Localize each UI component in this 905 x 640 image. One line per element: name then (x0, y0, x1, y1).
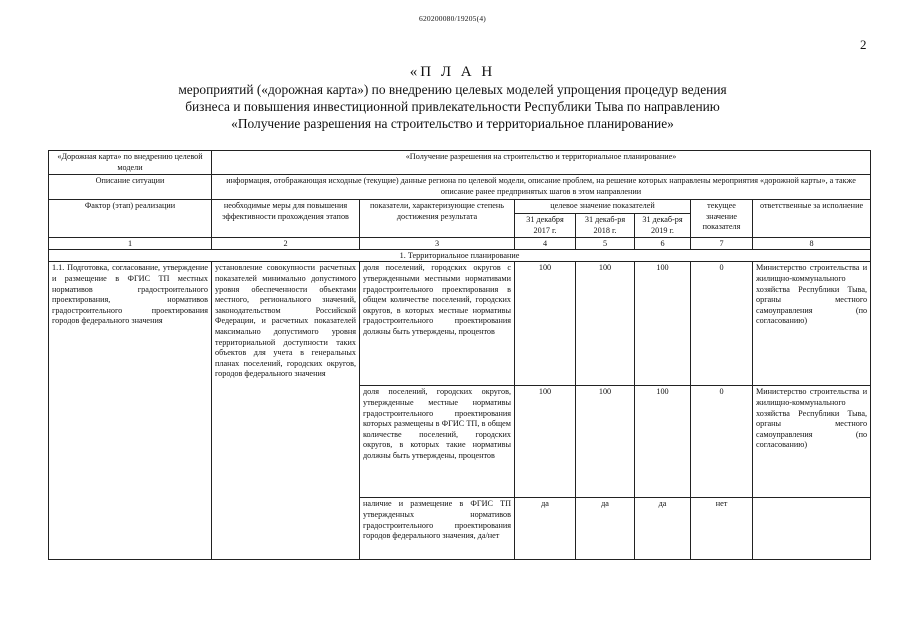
value-2017: да (515, 498, 576, 560)
subtitle-line: бизнеса и повышения инвестиционной привлекательности Республики Тыва по направлению (185, 99, 720, 114)
subtitle-line: мероприятий («дорожная карта») по внедрению целевых моделей упрощения процедур ведения (178, 82, 727, 97)
document-id: 620200080/19205(4) (419, 14, 486, 23)
column-number: 5 (576, 238, 635, 250)
situation-label-cell: Описание ситуации (49, 175, 212, 200)
plan-title: «П Л А Н (409, 64, 496, 80)
column-number: 2 (212, 238, 360, 250)
value-2019: 100 (635, 262, 691, 386)
page-number: 2 (860, 37, 867, 52)
header-responsible: ответственные за исполнение (753, 200, 871, 238)
value-2018: 100 (576, 262, 635, 386)
value-2019: да (635, 498, 691, 560)
table-header-row (49, 200, 871, 214)
column-number: 6 (635, 238, 691, 250)
header-factor: Фактор (этап) реализации (49, 200, 212, 238)
roadmap-table (48, 150, 871, 560)
value-2017: 100 (515, 386, 576, 498)
column-number: 7 (691, 238, 753, 250)
header-date-2017: 31 декабря 2017 г. (515, 214, 576, 238)
section-row (49, 250, 871, 262)
column-number: 1 (49, 238, 212, 250)
indicator-text: доля поселений, городских округов с утвержденными местными нормативами градостроительного проектирования в общем количестве поселений, городских округов, в которых местные нормативы градостроительного проектирования должны быть утверждены, процентов (360, 262, 515, 386)
header-date-2018: 31 декаб-ря 2018 г. (576, 214, 635, 238)
subtitle-line: «Получение разрешения на строительство и территориальное планирование» (231, 116, 674, 131)
column-number: 4 (515, 238, 576, 250)
value-current: 0 (691, 262, 753, 386)
header-indicators: показатели, характеризующие степень достижения результата (360, 200, 515, 238)
roadmap-value-cell: «Получение разрешения на строительство и территориальное планирование» (212, 151, 871, 175)
value-2019: 100 (635, 386, 691, 498)
situation-value-cell: информация, отображающая исходные (текущие) данные региона по целевой модели, описание проблем, на решение которых направлены мероприятия «дорожной карты», а также описание ранее предпринятых шагов в этом направлении (212, 175, 871, 200)
value-2018: да (576, 498, 635, 560)
indicator-text: наличие и размещение в ФГИС ТП утвержденных нормативов градостроительного проектирования городов федерального значения, да/нет (360, 498, 515, 560)
value-current: нет (691, 498, 753, 560)
factor-cell: 1.1. Подготовка, согласование, утверждение и размещение в ФГИС ТП местных нормативов градостроительного проектирования, нормативов градостроительного проектирования городов федерального значения (49, 262, 212, 560)
column-number: 8 (753, 238, 871, 250)
responsible-cell: Министерство строительства и жилищно-коммунального хозяйства Республики Тыва, органы местного самоуправления (по согласованию) (753, 386, 871, 498)
plan-subtitle (90, 81, 815, 132)
table-row (49, 262, 871, 386)
header-measures: необходимые меры для повышения эффективности прохождения этапов (212, 200, 360, 238)
value-2017: 100 (515, 262, 576, 386)
value-2018: 100 (576, 386, 635, 498)
column-number: 3 (360, 238, 515, 250)
indicator-text: доля поселений, городских округов, утвержденные местные нормативы градостроительного проектирования которых размещены в ФГИС ТП, в общем количестве поселений, городских округов, в которых такие нормативы должны быть утверждены, процентов (360, 386, 515, 498)
column-number-row (49, 238, 871, 250)
header-date-2019: 31 декаб-ря 2019 г. (635, 214, 691, 238)
table-row (49, 175, 871, 200)
roadmap-label-cell: «Дорожная карта» по внедрению целевой модели (49, 151, 212, 175)
measures-cell: установление совокупности расчетных показателей минимально допустимого уровня обеспеченности объектами местного, регионального значений, законодательством Российской Федерации, и расчетных показателей максимально допустимого уровня территориальной доступности таких объектов для учета в генеральных планах поселений, городских округов, городов федерального значения (212, 262, 360, 560)
header-target-values: целевое значение показателей (515, 200, 691, 214)
section-title: 1. Территориальное планирование (49, 250, 871, 262)
value-current: 0 (691, 386, 753, 498)
header-current: текущее значение показателя (691, 200, 753, 238)
responsible-cell (753, 498, 871, 560)
responsible-cell: Министерство строительства и жилищно-коммунального хозяйства Республики Тыва, органы местного самоуправления (по согласованию) (753, 262, 871, 386)
table-row (49, 151, 871, 175)
